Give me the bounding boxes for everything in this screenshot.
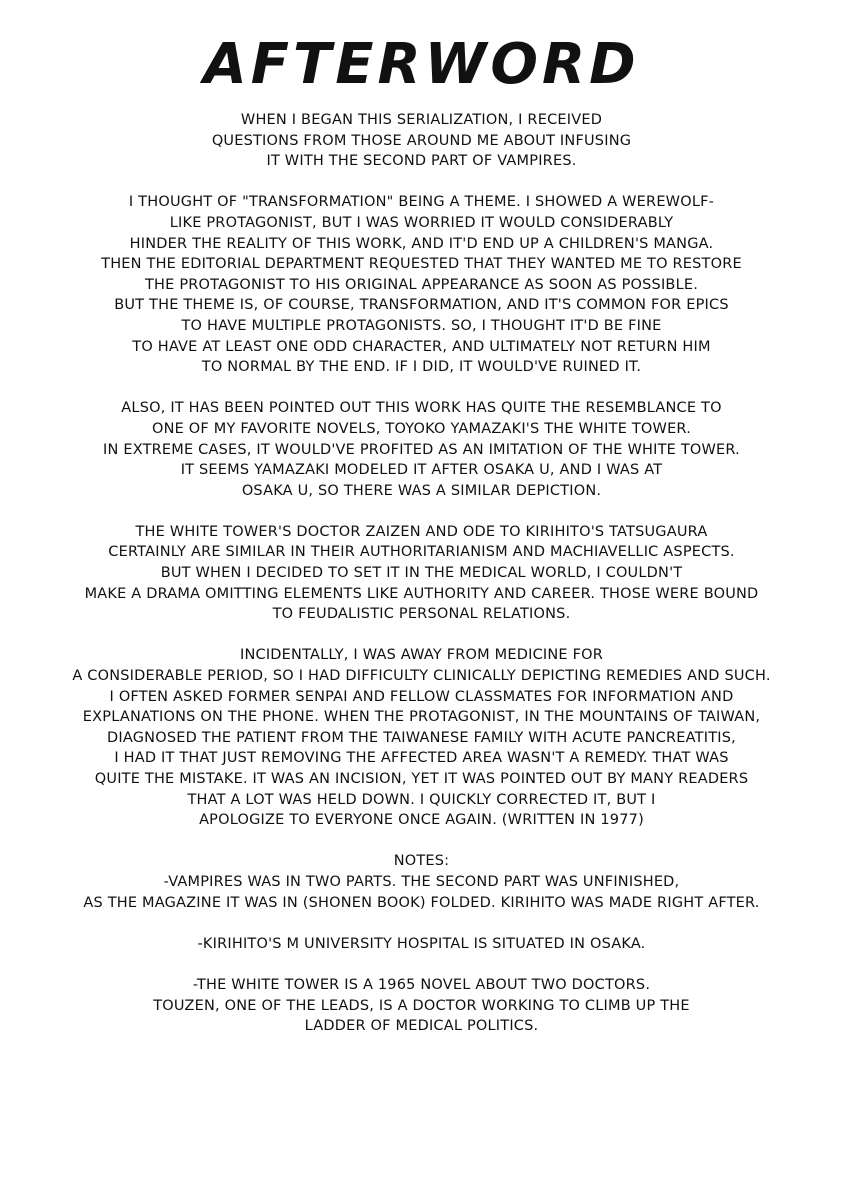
note-line: -THE WHITE TOWER IS A 1965 NOVEL ABOUT TWO DOCTORS.: [192, 976, 651, 993]
notes-section: [10, 851, 833, 913]
note-line: LADDER OF MEDICAL POLITICS.: [304, 1018, 539, 1035]
paragraph-5: [10, 645, 833, 830]
text-line: I OFTEN ASKED FORMER SENPAI AND FELLOW CLASSMATES FOR INFORMATION AND: [109, 688, 734, 705]
text-line: ONE OF MY FAVORITE NOVELS, TOYOKO YAMAZAKI'S THE WHITE TOWER.: [151, 420, 692, 437]
text-line: IT WITH THE SECOND PART OF VAMPIRES.: [266, 153, 577, 170]
note-line: -KIRIHITO'S M UNIVERSITY HOSPITAL IS SITUATED IN OSAKA.: [197, 935, 646, 952]
text-line: THE WHITE TOWER'S DOCTOR ZAIZEN AND ODE TO KIRIHITO'S TATSUGAURA: [135, 523, 708, 540]
text-line: INCIDENTALLY, I WAS AWAY FROM MEDICINE FOR: [239, 647, 604, 664]
text-line: WHEN I BEGAN THIS SERIALIZATION, I RECEIVED: [240, 112, 603, 128]
text-line: THAT A LOT WAS HELD DOWN. I QUICKLY CORRECTED IT, BUT I: [187, 791, 656, 808]
note-line: AS THE MAGAZINE IT WAS IN (SHONEN BOOK) FOLDED. KIRIHITO WAS MADE RIGHT AFTER.: [83, 894, 760, 911]
text-line: TO HAVE MULTIPLE PROTAGONISTS. SO, I THOUGHT IT'D BE FINE: [181, 317, 662, 334]
text-line: THE PROTAGONIST TO HIS ORIGINAL APPEARANCE AS SOON AS POSSIBLE.: [144, 276, 699, 293]
text-line: HINDER THE REALITY OF THIS WORK, AND IT'D END UP A CHILDREN'S MANGA.: [129, 235, 714, 252]
paragraph-3: [10, 398, 833, 501]
text-line: APOLOGIZE TO EVERYONE ONCE AGAIN. (WRITTEN IN 1977): [199, 812, 644, 829]
paragraph-4: [10, 522, 833, 625]
text-line: I THOUGHT OF "TRANSFORMATION" BEING A THEME. I SHOWED A WEREWOLF-: [128, 194, 715, 211]
text-line: OSAKA U, SO THERE WAS A SIMILAR DEPICTION.: [241, 482, 602, 499]
text-line: BUT WHEN I DECIDED TO SET IT IN THE MEDICAL WORLD, I COULDN'T: [160, 565, 683, 582]
text-line: TO HAVE AT LEAST ONE ODD CHARACTER, AND ULTIMATELY NOT RETURN HIM: [132, 338, 711, 355]
note-3: [10, 975, 833, 1037]
text-line: IT SEEMS YAMAZAKI MODELED IT AFTER OSAKA U, AND I WAS AT: [180, 462, 663, 479]
text-line: BUT THE THEME IS, OF COURSE, TRANSFORMATION, AND IT'S COMMON FOR EPICS: [114, 297, 729, 314]
text-line: EXPLANATIONS ON THE PHONE. WHEN THE PROTAGONIST, IN THE MOUNTAINS OF TAIWAN,: [82, 709, 761, 726]
note-line: TOUZEN, ONE OF THE LEADS, IS A DOCTOR WORKING TO CLIMB UP THE: [153, 997, 690, 1014]
text-line: A CONSIDERABLE PERIOD, SO I HAD DIFFICULTY CLINICALLY DEPICTING REMEDIES AND SUCH.: [72, 668, 771, 685]
paragraph-2: [10, 192, 833, 377]
text-line: TO FEUDALISTIC PERSONAL RELATIONS.: [272, 606, 571, 623]
text-line: IN EXTREME CASES, IT WOULD'VE PROFITED AS AN IMITATION OF THE WHITE TOWER.: [103, 441, 740, 458]
note-line: -VAMPIRES WAS IN TWO PARTS. THE SECOND PART WAS UNFINISHED,: [163, 873, 680, 890]
text-line: CERTAINLY ARE SIMILAR IN THEIR AUTHORITARIANISM AND MACHIAVELLIC ASPECTS.: [108, 544, 735, 561]
afterword-body: [10, 110, 833, 1057]
text-line: ALSO, IT HAS BEEN POINTED OUT THIS WORK HAS QUITE THE RESEMBLANCE TO: [121, 400, 722, 417]
note-2: [10, 934, 833, 955]
paragraph-1: [10, 110, 833, 172]
text-line: THEN THE EDITORIAL DEPARTMENT REQUESTED THAT THEY WANTED ME TO RESTORE: [101, 256, 742, 273]
text-line: QUESTIONS FROM THOSE AROUND ME ABOUT INFUSING: [211, 132, 632, 149]
text-line: LIKE PROTAGONIST, BUT I WAS WORRIED IT WOULD CONSIDERABLY: [169, 214, 674, 231]
text-line: DIAGNOSED THE PATIENT FROM THE TAIWANESE FAMILY WITH ACUTE PANCREATITIS,: [107, 729, 736, 746]
notes-heading: NOTES:: [393, 853, 450, 870]
page-title: AFTERWORD: [203, 32, 640, 97]
text-line: QUITE THE MISTAKE. IT WAS AN INCISION, YET IT WAS POINTED OUT BY MANY READERS: [94, 771, 749, 787]
text-line: I HAD IT THAT JUST REMOVING THE AFFECTED AREA WASN'T A REMEDY. THAT WAS: [114, 750, 729, 767]
text-line: MAKE A DRAMA OMITTING ELEMENTS LIKE AUTHORITY AND CAREER. THOSE WERE BOUND: [84, 585, 759, 602]
text-line: TO NORMAL BY THE END. IF I DID, IT WOULD'VE RUINED IT.: [201, 359, 642, 376]
